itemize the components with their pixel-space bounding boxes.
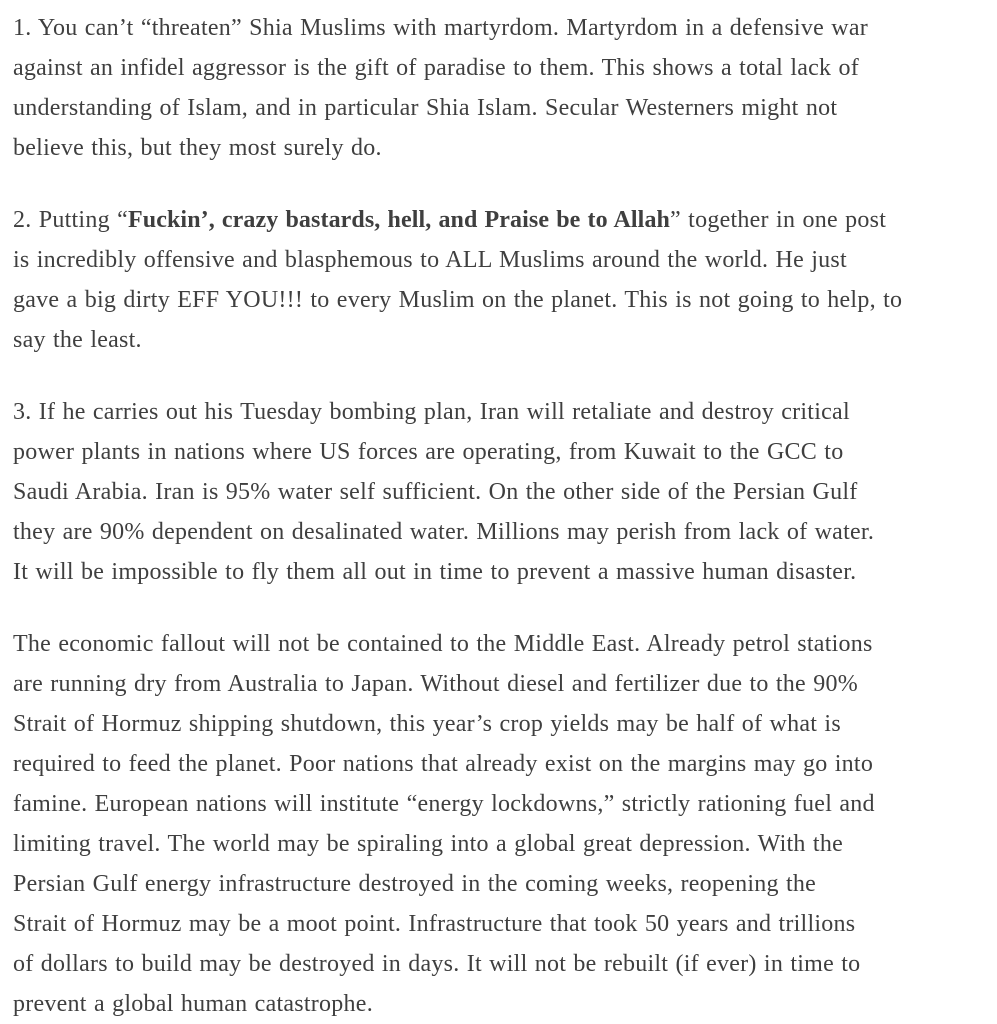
text-run: ” together in one post is incredibly offensive and blasphemous to ALL Muslims around the world. He just gave a big dirty EFF YOU!!! to every Muslim on the planet. This is not going to help, to say the least. (13, 207, 903, 353)
paragraph-3 (13, 392, 979, 592)
bold-text-run: Fuckin’, crazy bastards, hell, and Praise be to Allah (128, 207, 670, 233)
paragraph-1 (13, 8, 979, 168)
paragraph-2 (13, 200, 979, 360)
text-run: 3. If he carries out his Tuesday bombing plan, Iran will retaliate and destroy critical power plants in nations where US forces are operating, from Kuwait to the GCC to Saudi Arabia. Iran is 95% water self sufficient. On the other side of the Persian Gulf they are 90% dependent on desalinated water. Millions may perish from lack of water. It will be impossible to fly them all out in time to prevent a massive human disaster. (13, 399, 875, 585)
paragraph-4 (13, 624, 979, 1024)
text-run: 1. You can’t “threaten” Shia Muslims with martyrdom. Martyrdom in a defensive war against an infidel aggressor is the gift of paradise to them. This shows a total lack of understanding of Islam, and in particular Shia Islam. Secular Westerners might not believe this, but they most surely do. (13, 15, 868, 161)
text-run: 2. Putting “ (13, 207, 129, 233)
text-run: The economic fallout will not be contained to the Middle East. Already petrol stations are running dry from Australia to Japan. Without diesel and fertilizer due to the 90% Strait of Hormuz shipping shutdown, this year’s crop yields may be half of what is required to feed the planet. Poor nations that already exist on the margins may go into famine. European nations will institute “energy lockdowns,” strictly rationing fuel and limiting travel. The world may be spiraling into a global great depression. With the Persian Gulf energy infrastructure destroyed in the coming weeks, reopening the Strait of Hormuz may be a moot point. Infrastructure that took 50 years and trillions of dollars to build may be destroyed in days. It will not be rebuilt (if ever) in time to prevent a global human catastrophe. (13, 631, 875, 1017)
